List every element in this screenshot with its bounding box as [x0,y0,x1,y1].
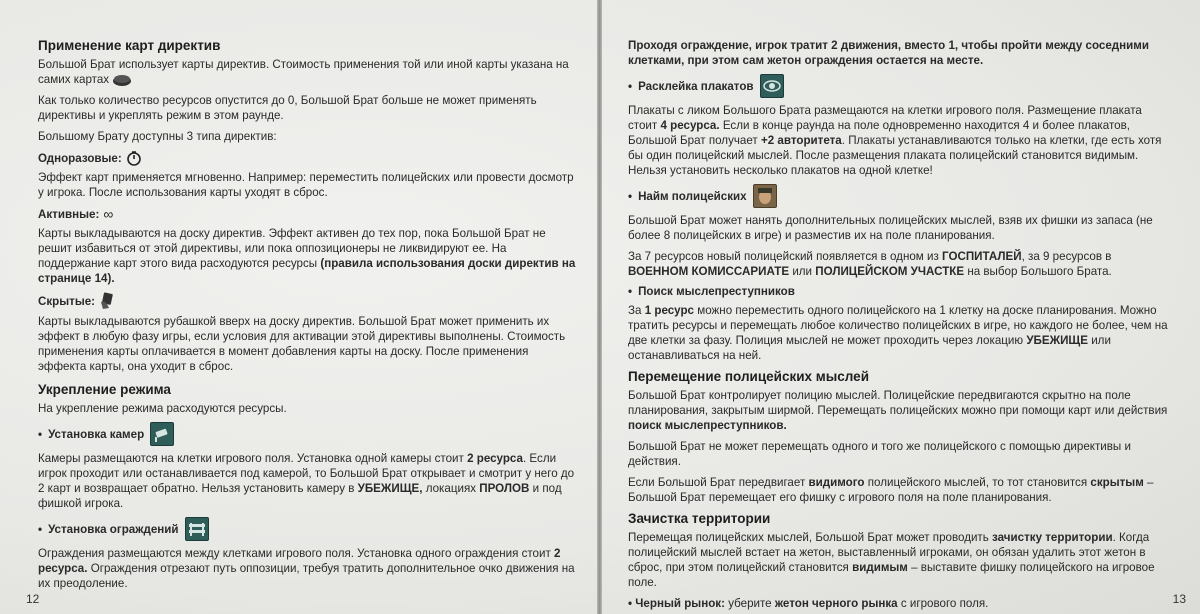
heading-regime: Укрепление режима [38,382,171,397]
paragraph: Карты выкладываются рубашкой вверх на доску директив. Большой Брат может применить их эффект в любую фазу игры, если условия для активации этой директивы выполнены. Стоимость применения карты оплачивается в момент добавления карты на доску. После применения эффекта карты, она уходит в сброс. [38,315,566,373]
subheading-active: Активные: ∞ [38,206,114,222]
paragraph: За 1 ресурс можно переместить одного полицейского на 1 клетку на доске планирования. Можно тратить ресурсы и перемещать любое количество полицейских в игре, но каждого не более, чем на две клетки за фазу. Полиция мыслей не может проходить через локацию УБЕЖИЩЕ или останавливаться на ней. [628,304,1168,362]
bullet-hire: • Найм полицейских [628,184,1172,208]
right-page [602,0,1200,614]
paragraph: Большой Брат контролирует полицию мыслей. Полицейские передвигаются скрытно на поле планирования, закрытым ширмой. Перемещать полицейских можно при помощи карт или действия поиск мыслепреступников. [628,389,1168,432]
timer-icon [126,150,142,166]
left-page [0,0,598,614]
paragraph: Большой Брат использует карты директив. Стоимость применения той или иной карты указана на самих картах [38,58,569,86]
paragraph: Большому Брату доступны 3 типа директив: [38,130,277,143]
bullet-fences: • Установка ограждений [38,517,576,541]
fence-icon [185,517,209,541]
bullet-cameras: • Установка камер [38,422,576,446]
subheading-hidden: Скрытые: [38,292,576,310]
hidden-hand-icon [99,292,115,310]
page-number: 13 [1172,592,1186,606]
eye-icon [760,74,784,98]
subheading-once: Одноразовые: [38,150,576,166]
paragraph: Большой Брат не может перемещать одного и того же полицейского с помощью директивы и действия. [628,440,1131,468]
resource-icon [112,73,132,87]
paragraph: Камеры размещаются на клетки игрового поля. Установка одной камеры стоит 2 ресурса. Если игрок проходит или останавливается под камерой, то Большой Брат открывает и смотрит у него до 2 карт и возвращает обратно. Нельзя установить камеру в УБЕЖИЩЕ, локациях ПРОЛОВ и под фишкой игрока. [38,452,575,510]
policeman-face-icon [753,184,777,208]
paragraph: Карты выкладываются на доску директив. Эффект активен до тех пор, пока Большой Брат не решит избавиться от этой директивы, или пока оппозиционеры не ликвидируют ее. На поддержание карт этого вида расходуются ресурсы (правила использования доски директив на странице 14). [38,227,576,285]
paragraph: Плакаты с ликом Большого Брата размещаются на клетки игрового поля. Размещение плаката стоит 4 ресурса. Если в конце раунда на поле одновременно находится 4 и более плакатов, Большой Брат получает +2 авторитета. Плакаты устанавливаются только на клетки, где есть хотя бы один полицейский мыслей. После размещения плаката полицейский становится видимым. Нельзя установить несколько плакатов на одной клетке! [628,104,1162,177]
paragraph: За 7 ресурсов новый полицейский появляется в одном из ГОСПИТАЛЕЙ, за 9 ресурсов в ВОЕННОМ КОМИССАРИАТЕ или ПОЛИЦЕЙСКОМ УЧАСТКЕ на выбор Большого Брата. [628,250,1112,278]
bullet-posters: • Расклейка плакатов [628,74,1172,98]
paragraph: Как только количество ресурсов опустится до 0, Большой Брат больше не может применять директивы и укреплять режим в этом раунде. [38,94,537,122]
paragraph: Эффект карт применяется мгновенно. Например: переместить полицейских или провести досмотр у игрока. После использования карты уходят в сброс. [38,171,574,199]
page-number: 12 [26,592,40,606]
infinity-icon: ∞ [103,206,114,222]
paragraph: На укрепление режима расходуются ресурсы. [38,402,287,415]
paragraph: Если Большой Брат передвигает видимого полицейского мыслей, то тот становится скрытым – Большой Брат перемещает его фишку с игрового поля на поле планирования. [628,476,1154,504]
heading-move: Перемещение полицейских мыслей [628,369,869,384]
fence-note: Проходя ограждение, игрок тратит 2 движения, вместо 1, чтобы пройти между соседними клетками, при этом сам жетон ограждения остается на месте. [628,39,1149,67]
camera-icon [150,422,174,446]
heading-directives: Применение карт директив [38,38,221,53]
paragraph: Большой Брат может нанять дополнительных полицейских мыслей, взяв их фишки из запаса (не более 8 полицейских в игре) и разместив их на поле планирования. [628,214,1153,242]
black-market-bullet: • Черный рынок: уберите жетон черного рынка с игрового поля. [628,597,989,610]
paragraph: Перемещая полицейских мыслей, Большой Брат может проводить зачистку территории. Когда полицейский мыслей встает на жетон, выставленный игроками, он обязан удалить этот жетон в сброс, при этом полицейский становится видимым – выставите фишку полицейского на игровое поле. [628,531,1155,589]
heading-sweep: Зачистка территории [628,511,771,526]
paragraph: Ограждения размещаются между клетками игрового поля. Установка одного ограждения стоит 2 ресурса. Ограждения отрезают путь оппозиции, требуя тратить дополнительное очко движения на их преодоление. [38,547,575,590]
bullet-search: • Поиск мыслепреступников [628,285,795,298]
